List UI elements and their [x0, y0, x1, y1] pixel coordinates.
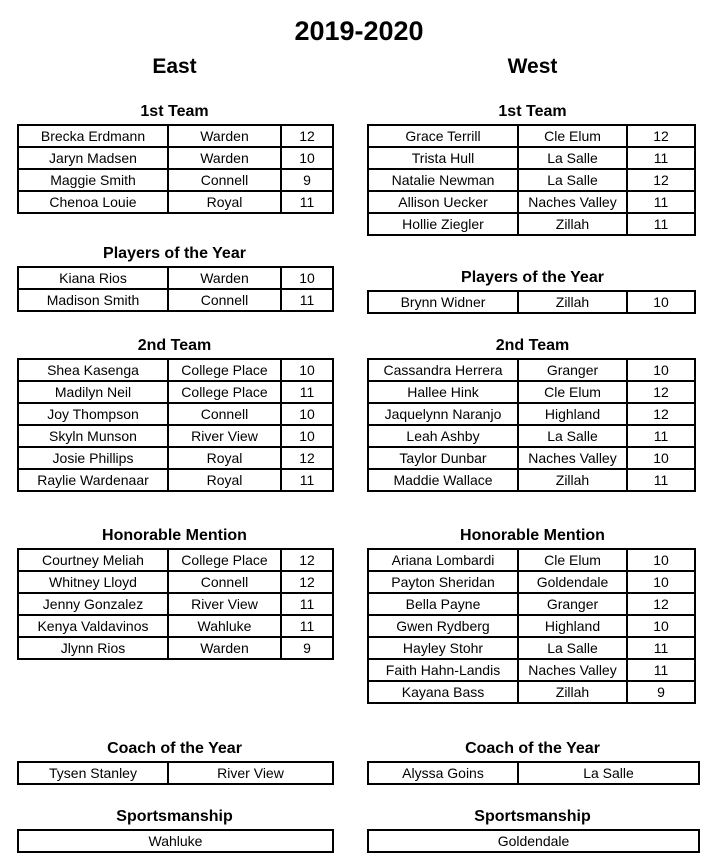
player-grade: 9 — [627, 681, 695, 703]
table-row — [368, 381, 695, 403]
table-row — [368, 213, 695, 235]
player-grade: 10 — [627, 571, 695, 593]
east-honorable-mention-table — [17, 548, 334, 660]
player-name: Madilyn Neil — [18, 381, 168, 403]
player-school: Goldendale — [518, 571, 627, 593]
player-grade: 12 — [627, 381, 695, 403]
table-row — [368, 403, 695, 425]
player-name: Faith Hahn-Landis — [368, 659, 518, 681]
east-players-of-year-heading: Players of the Year — [103, 245, 246, 262]
west-second-team-heading: 2nd Team — [495, 337, 570, 354]
player-name: Ariana Lombardi — [368, 549, 518, 571]
player-name: Brynn Widner — [368, 291, 518, 313]
table-row — [18, 593, 333, 615]
player-grade: 12 — [281, 125, 333, 147]
player-name: Jaquelynn Naranjo — [368, 403, 518, 425]
player-school: Cle Elum — [518, 549, 627, 571]
player-name: Natalie Newman — [368, 169, 518, 191]
east-coach-heading: Coach of the Year — [107, 740, 242, 757]
table-row — [368, 659, 695, 681]
east-honorable-mention-heading: Honorable Mention — [102, 527, 247, 544]
east-first-team-table — [17, 124, 334, 214]
player-name: Gwen Rydberg — [368, 615, 518, 637]
table-row — [368, 291, 695, 313]
coach-name: Alyssa Goins — [368, 762, 518, 784]
table-row — [18, 381, 333, 403]
table-row — [368, 681, 695, 703]
west-honorable-mention-table — [367, 548, 696, 704]
west-conference-title: West — [507, 55, 558, 78]
player-grade: 10 — [281, 359, 333, 381]
coach-school: River View — [168, 762, 333, 784]
player-grade: 10 — [627, 291, 695, 313]
player-name: Brecka Erdmann — [18, 125, 168, 147]
east-coach-table — [17, 761, 334, 785]
player-school: Zillah — [518, 681, 627, 703]
player-grade: 10 — [281, 267, 333, 289]
player-grade: 11 — [627, 659, 695, 681]
page-title: 2019-2020 — [294, 16, 424, 46]
player-grade: 10 — [627, 447, 695, 469]
east-second-team-table — [17, 358, 334, 492]
player-school: La Salle — [518, 169, 627, 191]
west-second-team-table — [367, 358, 696, 492]
table-row — [368, 191, 695, 213]
table-row — [368, 762, 699, 784]
table-row — [18, 359, 333, 381]
table-row — [368, 830, 699, 852]
player-name: Josie Phillips — [18, 447, 168, 469]
player-school: Connell — [168, 571, 281, 593]
player-school: College Place — [168, 359, 281, 381]
player-name: Courtney Meliah — [18, 549, 168, 571]
table-row — [18, 447, 333, 469]
table-row — [18, 762, 333, 784]
player-school: Granger — [518, 593, 627, 615]
player-name: Cassandra Herrera — [368, 359, 518, 381]
west-sportsmanship-table — [367, 829, 700, 853]
player-grade: 10 — [627, 615, 695, 637]
player-name: Jaryn Madsen — [18, 147, 168, 169]
table-row — [368, 615, 695, 637]
table-row — [18, 169, 333, 191]
player-name: Hallee Hink — [368, 381, 518, 403]
player-grade: 11 — [281, 593, 333, 615]
player-school: Highland — [518, 403, 627, 425]
player-school: River View — [168, 425, 281, 447]
player-grade: 12 — [627, 169, 695, 191]
player-grade: 9 — [281, 169, 333, 191]
east-second-team-heading: 2nd Team — [137, 337, 212, 354]
player-grade: 10 — [281, 147, 333, 169]
player-grade: 12 — [281, 447, 333, 469]
player-school: Zillah — [518, 469, 627, 491]
player-name: Chenoa Louie — [18, 191, 168, 213]
table-row — [18, 549, 333, 571]
west-sportsmanship-heading: Sportsmanship — [474, 808, 591, 825]
player-school: La Salle — [518, 425, 627, 447]
west-coach-heading: Coach of the Year — [465, 740, 600, 757]
player-name: Bella Payne — [368, 593, 518, 615]
player-name: Kiana Rios — [18, 267, 168, 289]
table-row — [368, 125, 695, 147]
player-school: La Salle — [518, 637, 627, 659]
table-row — [368, 359, 695, 381]
player-grade: 10 — [627, 549, 695, 571]
table-row — [368, 425, 695, 447]
player-grade: 11 — [627, 147, 695, 169]
player-grade: 11 — [281, 469, 333, 491]
west-first-team-table — [367, 124, 696, 236]
player-name: Skyln Munson — [18, 425, 168, 447]
table-row — [368, 447, 695, 469]
player-name: Taylor Dunbar — [368, 447, 518, 469]
player-grade: 12 — [627, 125, 695, 147]
east-first-team-heading: 1st Team — [140, 103, 209, 120]
table-row — [18, 830, 333, 852]
table-row — [368, 571, 695, 593]
player-school: College Place — [168, 381, 281, 403]
west-first-team-heading: 1st Team — [498, 103, 567, 120]
player-grade: 12 — [281, 571, 333, 593]
player-school: Naches Valley — [518, 659, 627, 681]
player-name: Raylie Wardenaar — [18, 469, 168, 491]
table-row — [368, 169, 695, 191]
player-name: Leah Ashby — [368, 425, 518, 447]
player-school: Highland — [518, 615, 627, 637]
player-school: Connell — [168, 169, 281, 191]
player-name: Hayley Stohr — [368, 637, 518, 659]
player-grade: 11 — [281, 381, 333, 403]
player-school: River View — [168, 593, 281, 615]
east-sportsmanship-table — [17, 829, 334, 853]
sportsmanship-school: Wahluke — [18, 830, 333, 852]
player-school: Warden — [168, 125, 281, 147]
player-grade: 12 — [627, 593, 695, 615]
player-grade: 11 — [627, 191, 695, 213]
player-school: Naches Valley — [518, 447, 627, 469]
table-row — [368, 593, 695, 615]
east-sportsmanship-heading: Sportsmanship — [116, 808, 233, 825]
player-school: Wahluke — [168, 615, 281, 637]
player-grade: 9 — [281, 637, 333, 659]
player-school: Granger — [518, 359, 627, 381]
table-row — [18, 191, 333, 213]
table-row — [368, 637, 695, 659]
player-name: Allison Uecker — [368, 191, 518, 213]
player-grade: 11 — [281, 191, 333, 213]
table-row — [18, 615, 333, 637]
player-name: Jenny Gonzalez — [18, 593, 168, 615]
player-school: Connell — [168, 289, 281, 311]
player-grade: 10 — [281, 403, 333, 425]
player-school: Cle Elum — [518, 381, 627, 403]
table-row — [18, 289, 333, 311]
table-row — [18, 571, 333, 593]
player-school: Royal — [168, 447, 281, 469]
player-school: College Place — [168, 549, 281, 571]
east-conference-title: East — [152, 55, 197, 78]
player-school: Zillah — [518, 291, 627, 313]
player-grade: 11 — [281, 289, 333, 311]
player-school: Warden — [168, 267, 281, 289]
player-name: Payton Sheridan — [368, 571, 518, 593]
player-grade: 11 — [627, 469, 695, 491]
west-honorable-mention-heading: Honorable Mention — [460, 527, 605, 544]
table-row — [18, 147, 333, 169]
player-name: Maddie Wallace — [368, 469, 518, 491]
player-school: Warden — [168, 637, 281, 659]
player-school: Royal — [168, 469, 281, 491]
west-players-of-year-heading: Players of the Year — [461, 269, 604, 286]
player-name: Hollie Ziegler — [368, 213, 518, 235]
coach-name: Tysen Stanley — [18, 762, 168, 784]
table-row — [18, 403, 333, 425]
player-grade: 11 — [627, 425, 695, 447]
player-school: Connell — [168, 403, 281, 425]
player-grade: 12 — [281, 549, 333, 571]
player-name: Joy Thompson — [18, 403, 168, 425]
west-coach-table — [367, 761, 700, 785]
player-name: Kayana Bass — [368, 681, 518, 703]
coach-school: La Salle — [518, 762, 699, 784]
player-name: Madison Smith — [18, 289, 168, 311]
player-grade: 11 — [281, 615, 333, 637]
table-row — [368, 147, 695, 169]
player-name: Grace Terrill — [368, 125, 518, 147]
player-grade: 12 — [627, 403, 695, 425]
player-grade: 10 — [627, 359, 695, 381]
player-school: La Salle — [518, 147, 627, 169]
player-name: Whitney Lloyd — [18, 571, 168, 593]
table-row — [18, 125, 333, 147]
player-grade: 11 — [627, 213, 695, 235]
player-school: Warden — [168, 147, 281, 169]
player-school: Cle Elum — [518, 125, 627, 147]
table-row — [368, 469, 695, 491]
player-school: Naches Valley — [518, 191, 627, 213]
player-school: Royal — [168, 191, 281, 213]
player-name: Kenya Valdavinos — [18, 615, 168, 637]
player-name: Jlynn Rios — [18, 637, 168, 659]
player-school: Zillah — [518, 213, 627, 235]
player-name: Shea Kasenga — [18, 359, 168, 381]
sportsmanship-school: Goldendale — [368, 830, 699, 852]
player-grade: 10 — [281, 425, 333, 447]
east-players-of-year-table — [17, 266, 334, 312]
player-name: Trista Hull — [368, 147, 518, 169]
table-row — [18, 469, 333, 491]
table-row — [18, 425, 333, 447]
west-players-of-year-table — [367, 290, 696, 314]
table-row — [18, 267, 333, 289]
table-row — [18, 637, 333, 659]
player-name: Maggie Smith — [18, 169, 168, 191]
player-grade: 11 — [627, 637, 695, 659]
table-row — [368, 549, 695, 571]
